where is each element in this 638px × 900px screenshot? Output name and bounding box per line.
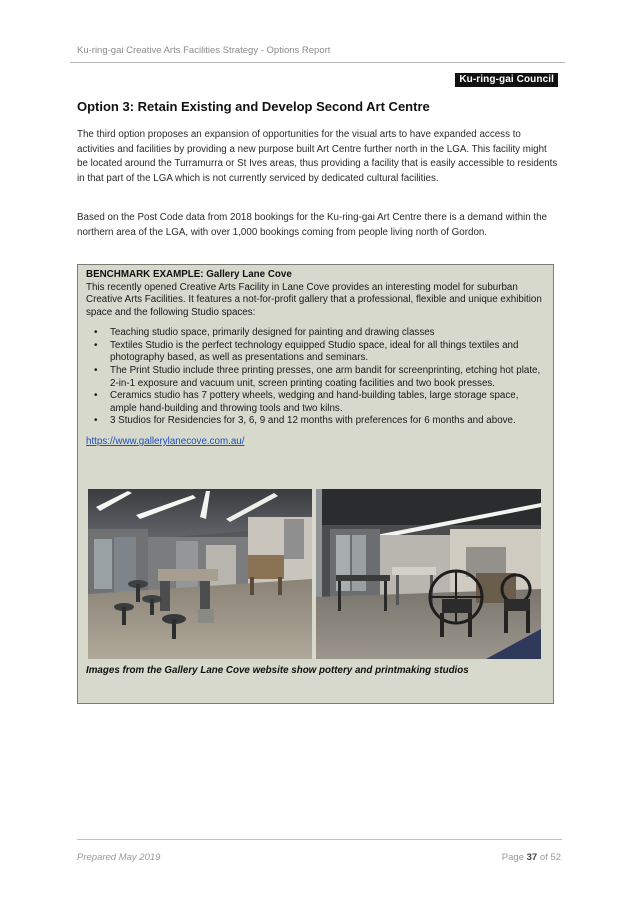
footer-prepared-date: Prepared May 2019 [77, 852, 161, 863]
list-item: • The Print Studio include three printing presses, one arm bandit for screenprinting, etching hot plate, 2-in-1 exposure and vacuum unit, screen printing coating facilities and two book presses. [110, 365, 545, 390]
body-paragraph-1: The third option proposes an expansion of opportunities for the visual arts to have expanded access to activities and facilities by providing a new purpose built Art Centre further north in the LGA. This facility might be located around the Turramurra or St Ives areas, thus providing a facility that is easily accessible to residents in that part of the LGA which is not currently serviced by dedicated cultural facilities. [77, 129, 558, 184]
page-of: of [539, 852, 548, 863]
council-logo-badge: Ku-ring-gai Council [455, 73, 558, 87]
photo-caption: Images from the Gallery Lane Cove website show pottery and printmaking studios [86, 665, 469, 676]
list-item: • Textiles Studio is the perfect technology equipped Studio space, ideal for all things textiles and photography based, as well as presentations and seminars. [110, 340, 545, 365]
section-heading: Option 3: Retain Existing and Develop Second Art Centre [77, 99, 430, 114]
list-item: • 3 Studios for Residencies for 3, 6, 9 and 12 months with preferences for 6 months and above. [110, 415, 545, 428]
page-label: Page [501, 852, 524, 863]
list-item: • Ceramics studio has 7 pottery wheels, wedging and hand-building tables, large storage space, ample hand-building and throwing tools and two kilns. [110, 390, 545, 415]
printmaking-studio-photo [316, 489, 541, 659]
benchmark-intro: This recently opened Creative Arts Facility in Lane Cove provides an interesting model for suburban Creative Arts Facilities. It features a not-for-profit gallery that a professional, flexible and unique exhibition space and the following Studio spaces: [86, 281, 542, 318]
body-paragraph-2: Based on the Post Code data from 2018 bookings for the Ku-ring-gai Art Centre there is a demand within the northern area of the LGA, with over 1,000 bookings coming from people living north of Gordon. [77, 212, 547, 238]
benchmark-title: BENCHMARK EXAMPLE: Gallery Lane Cove [86, 269, 292, 280]
list-item: • Teaching studio space, primarily designed for painting and drawing classes [110, 327, 545, 340]
document-header-title: Ku-ring-gai Creative Arts Facilities Strategy - Options Report [77, 45, 331, 56]
gallery-website-link[interactable]: https://www.gallerylanecove.com.au/ [86, 436, 245, 448]
footer-divider [77, 839, 562, 840]
page-current: 37 [526, 852, 538, 863]
page-total: 52 [550, 852, 561, 863]
page-number [502, 852, 561, 863]
header-divider [70, 62, 565, 63]
benchmark-box [77, 264, 554, 704]
pottery-studio-photo [88, 489, 312, 659]
studio-list [86, 327, 545, 428]
studio-photos [88, 489, 540, 659]
